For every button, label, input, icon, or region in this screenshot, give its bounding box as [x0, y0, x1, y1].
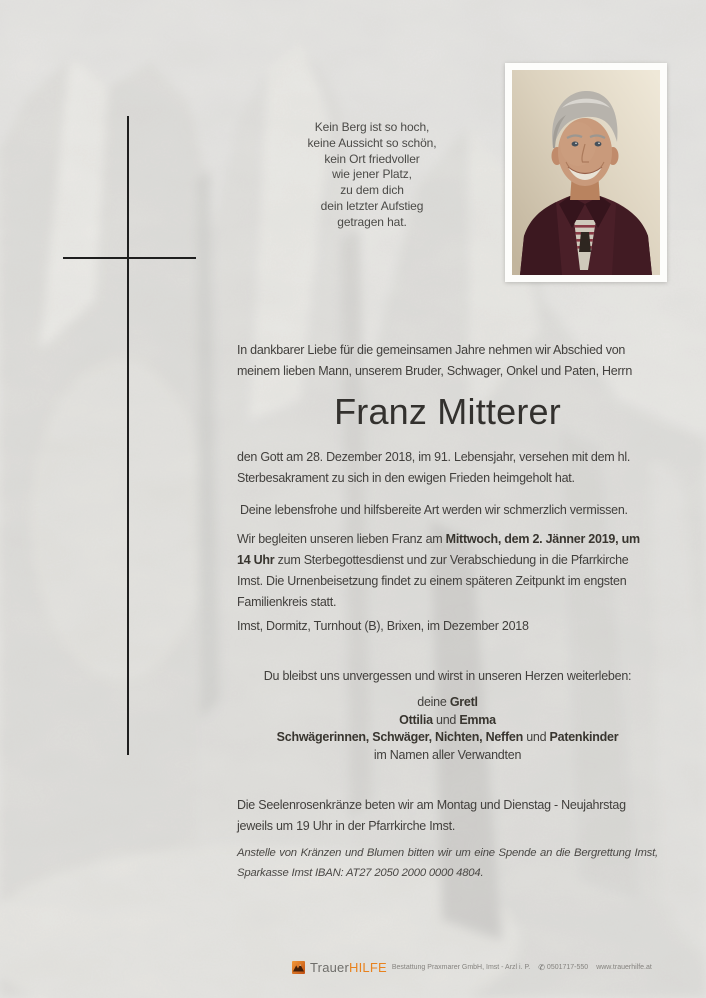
phone-number: 0501717-550: [546, 964, 589, 971]
mourner-name: Emma: [459, 712, 496, 727]
portrait-illustration: [512, 70, 660, 275]
tribute-line: Deine lebensfrohe und hilfsbereite Art werden wir schmerzlich vermissen.: [240, 503, 628, 517]
rosary-line: Die Seelenrosenkränze beten wir am Montag und Dienstag - Neujahrstag: [237, 798, 626, 812]
funeral-home-footer: [292, 960, 652, 975]
places-date-line: Imst, Dormitz, Turnhout (B), Brixen, im Dezember 2018: [237, 619, 529, 633]
rosary-line: jeweils um 19 Uhr in der Pfarrkirche Imst.: [237, 819, 456, 833]
poem-line: Kein Berg ist so hoch,: [314, 120, 430, 134]
cross-vertical-bar: [127, 116, 129, 755]
death-info-paragraph: [237, 447, 658, 489]
poem-line: kein Ort friedvoller: [324, 151, 420, 166]
company-name: Bestattung Praxmarer GmbH, Imst - Arzl i. P.: [391, 964, 531, 971]
funeral-text: Wir begleiten unseren lieben Franz am: [237, 532, 446, 546]
funeral-text: zum Sterbegottesdienst und zur Verabschiedung in die Pfarrkirche: [274, 553, 629, 567]
footer-meta: [392, 963, 652, 972]
intro-line: meinem lieben Mann, unserem Bruder, Schwager, Onkel und Paten, Herrn: [237, 364, 633, 378]
funeral-details-paragraph: [237, 529, 658, 613]
poem-line: zu dem dich: [340, 183, 404, 198]
brand-trauer: Trauer: [310, 960, 350, 975]
rosary-paragraph: [237, 795, 658, 837]
mourner-line: im Namen aller Verwandten: [373, 747, 522, 762]
phone-entry: [538, 963, 588, 972]
mourner-text: deine: [417, 695, 450, 709]
mourner-line: [237, 729, 658, 747]
donation-line: Sparkasse Imst IBAN: AT27 2050 2000 0000 4804.: [237, 866, 484, 879]
mourner-group: Schwägerinnen, Schwäger, Nichten, Neffen: [276, 730, 523, 744]
poem-line: keine Aussicht so schön,: [307, 135, 437, 150]
poem-line: getragen hat.: [337, 214, 407, 229]
funeral-line: [237, 529, 658, 550]
website-url: www.trauerhilfe.at: [596, 964, 652, 971]
trauerhilfe-logo-icon: [292, 961, 305, 974]
phone-icon: ✆: [538, 963, 545, 972]
mourner-text: und: [432, 712, 460, 727]
intro-line: In dankbarer Liebe für die gemeinsamen Jahre nehmen wir Abschied von: [237, 343, 626, 357]
funeral-date-bold: Mittwoch, dem 2. Jänner 2019, um: [445, 532, 640, 546]
funeral-line: Imst. Die Urnenbeisetzung findet zu einem späteren Zeitpunkt im engsten: [237, 574, 627, 588]
mourner-line: [237, 712, 658, 730]
funeral-line: Familienkreis statt.: [237, 595, 337, 609]
mourner-text: und: [522, 730, 550, 744]
funeral-time-bold: 14 Uhr: [237, 553, 275, 567]
donation-note: [237, 844, 658, 883]
mourners-list: [237, 694, 658, 764]
memorial-poem: [252, 120, 492, 231]
intro-paragraph: [237, 340, 658, 382]
remembrance-line: Du bleibst uns unvergessen und wirst in unseren Herzen weiterleben:: [263, 669, 632, 683]
mourner-name: Gretl: [449, 695, 478, 709]
poem-line: wie jener Platz,: [332, 167, 412, 182]
cross-horizontal-bar: [63, 257, 196, 259]
mourner-line: [237, 694, 658, 712]
death-info-line: den Gott am 28. Dezember 2018, im 91. Lebensjahr, versehen mit dem hl.: [237, 450, 631, 464]
funeral-home-brand: [310, 960, 387, 975]
funeral-line: [237, 550, 658, 571]
mourner-group: Patenkinder: [549, 730, 619, 744]
donation-line: Anstelle von Kränzen und Blumen bitten wir um eine Spende an die Bergrettung Imst,: [237, 847, 658, 859]
mourner-name: Ottilia: [399, 712, 433, 727]
poem-line: dein letzter Aufstieg: [320, 198, 424, 213]
death-info-line: Sterbesakrament zu sich in den ewigen Frieden heimgeholt hat.: [237, 471, 575, 485]
deceased-portrait-photo: [505, 63, 667, 282]
deceased-name: Franz Mitterer: [334, 391, 561, 432]
brand-hilfe: HILFE: [349, 960, 387, 975]
